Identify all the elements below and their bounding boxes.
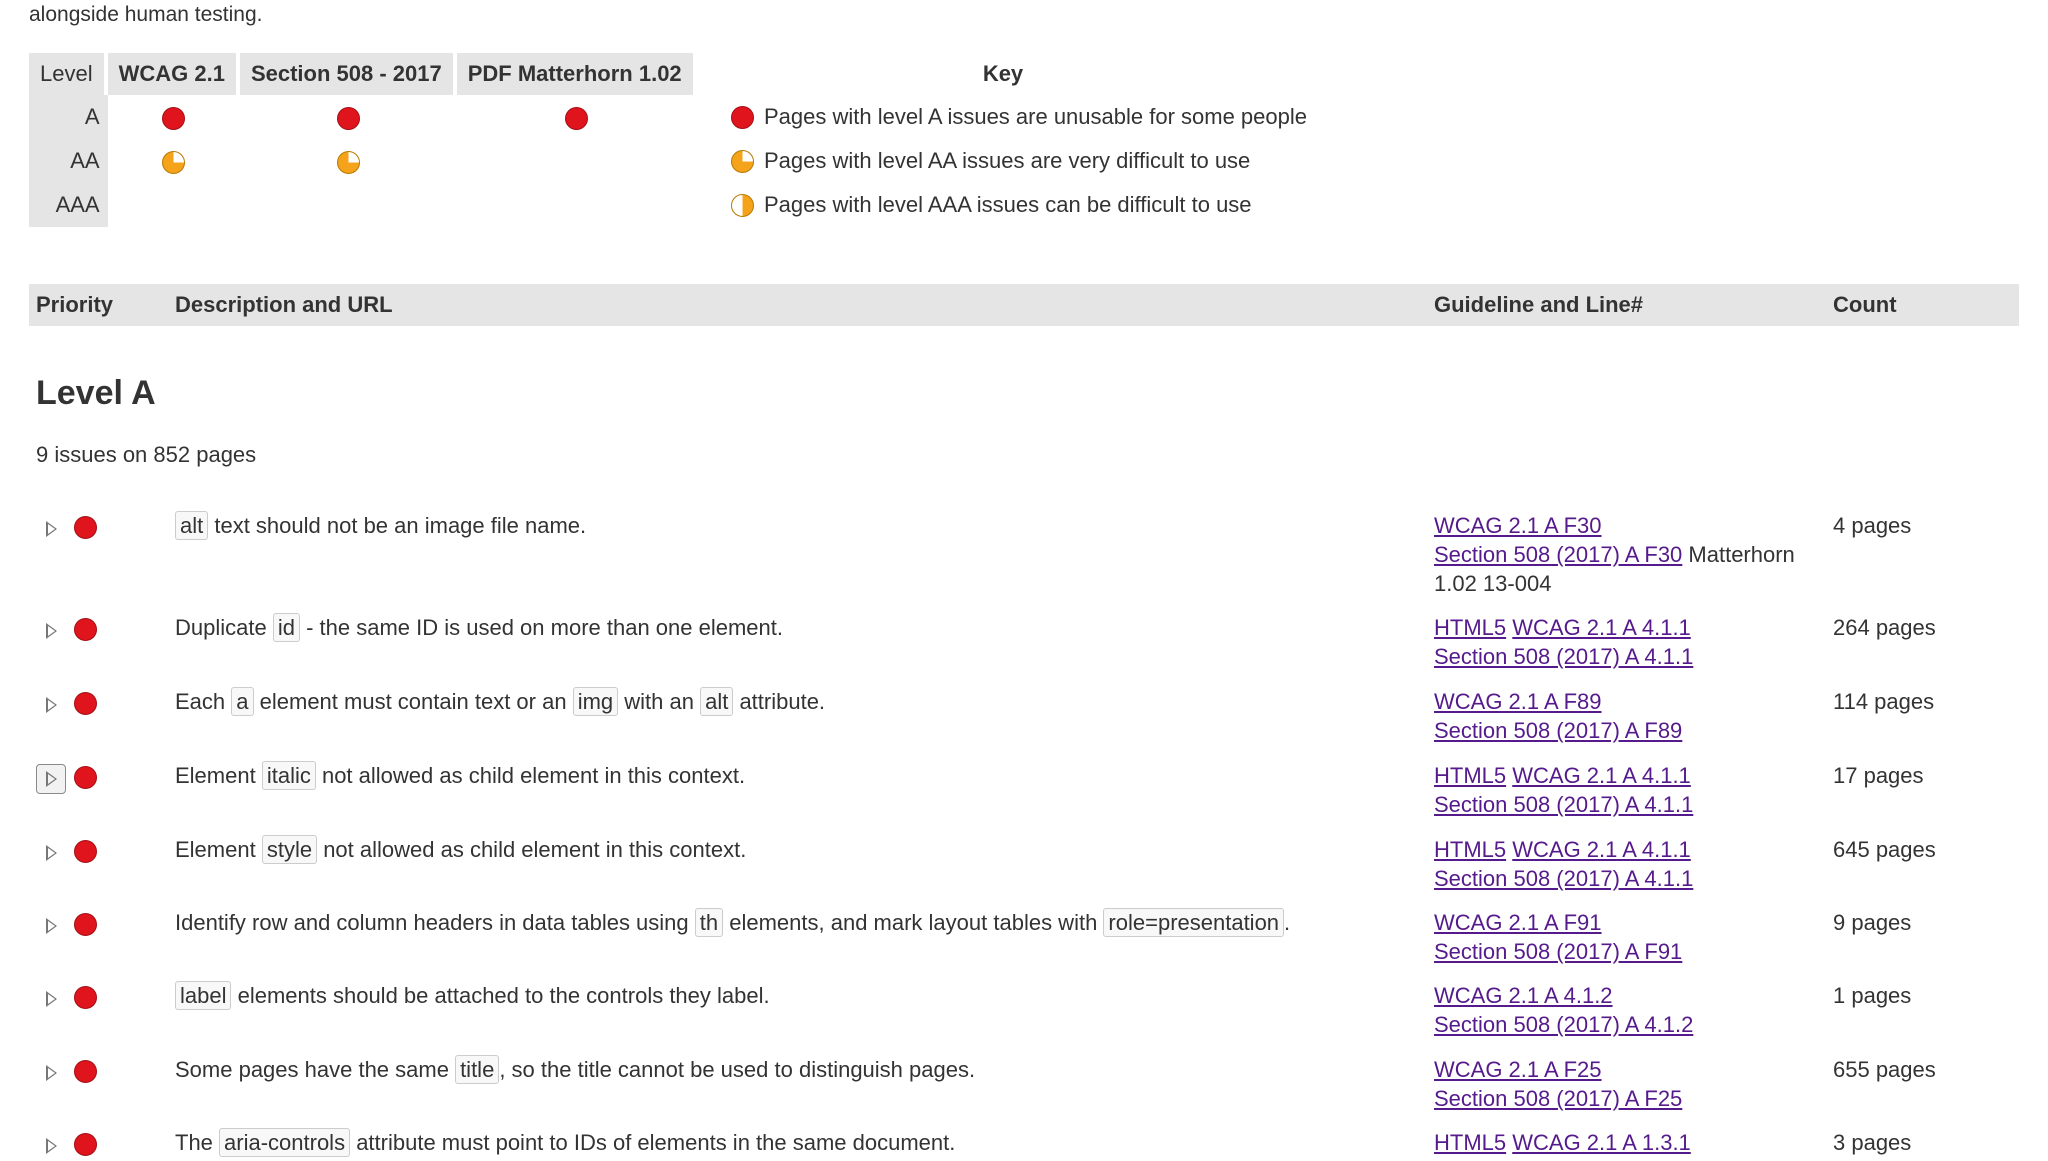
guideline-link[interactable]: WCAG 2.1 A F89 [1434, 689, 1602, 714]
level-label: AAA [29, 183, 108, 227]
red-dot-icon [74, 692, 97, 715]
red-dot-icon [74, 618, 97, 641]
issue-count: 17 pages [1833, 763, 1924, 788]
issue-guidelines [1434, 613, 1814, 671]
expand-triangle-icon[interactable] [36, 690, 66, 720]
expand-triangle-icon[interactable] [36, 514, 66, 544]
red-dot-icon [74, 1133, 97, 1156]
guideline-link[interactable]: WCAG 2.1 A F30 [1434, 513, 1602, 538]
issues-summary: 9 issues on 852 pages [36, 442, 257, 467]
guideline-link[interactable]: WCAG 2.1 A 4.1.2 [1434, 983, 1613, 1008]
guideline-link[interactable]: HTML5 [1434, 1130, 1507, 1155]
wcag-column-header: WCAG 2.1 [108, 53, 240, 95]
expand-triangle-icon[interactable] [36, 911, 66, 941]
orange-three-quarter-icon [731, 150, 754, 173]
guideline-column-header: Guideline and Line# [1434, 292, 1644, 317]
orange-three-quarter-icon [337, 151, 360, 174]
guideline-link[interactable]: Section 508 (2017) A 4.1.1 [1434, 866, 1694, 891]
issue-description: Identify row and column headers in data tables using th elements, and mark layout tables with role=presentation . [175, 910, 1291, 935]
guideline-link[interactable]: WCAG 2.1 A F25 [1434, 1057, 1602, 1082]
issue-count: 1 pages [1833, 983, 1912, 1008]
red-dot-icon [731, 106, 754, 129]
orange-three-quarter-icon [162, 151, 185, 174]
priority-column-header: Priority [36, 292, 114, 317]
level-column-header: Level [29, 53, 108, 95]
issue-guidelines [1434, 761, 1814, 819]
guideline-link[interactable]: HTML5 [1434, 837, 1507, 862]
level-section-title: Level A [36, 374, 156, 412]
key-item-level-aaa [731, 183, 1307, 227]
issue-guidelines [1434, 835, 1814, 893]
guideline-link[interactable]: HTML5 [1434, 763, 1507, 788]
issue-guidelines [1434, 981, 1814, 1039]
red-dot-icon [162, 107, 185, 130]
code-snippet: th [695, 908, 723, 937]
key-item-text: Pages with level A issues are unusable for some people [764, 104, 1307, 129]
key-item-text: Pages with level AA issues are very difficult to use [764, 148, 1251, 173]
expand-triangle-icon[interactable] [36, 838, 66, 868]
code-snippet: italic [262, 761, 316, 790]
red-dot-icon [74, 840, 97, 863]
key-title: Key [982, 61, 1024, 86]
issue-guidelines [1434, 1128, 1814, 1157]
expand-triangle-icon[interactable] [36, 1058, 66, 1088]
issue-description: The aria-controls attribute must point to IDs of elements in the same document. [175, 1130, 956, 1155]
guideline-link[interactable]: Section 508 (2017) A 4.1.1 [1434, 644, 1694, 669]
code-snippet: role=presentation [1103, 908, 1284, 937]
issue-guidelines [1434, 687, 1814, 745]
issue-count: 3 pages [1833, 1130, 1912, 1155]
conformance-level-table [29, 53, 697, 227]
severity-key [731, 53, 1307, 227]
guideline-link[interactable]: WCAG 2.1 A F91 [1434, 910, 1602, 935]
level-row-aa [29, 139, 697, 183]
key-item-level-aa [731, 139, 1307, 183]
guideline-link[interactable]: Section 508 (2017) A F25 [1434, 1086, 1683, 1111]
level-row-a [29, 95, 697, 139]
expand-triangle-icon[interactable] [36, 616, 66, 646]
code-snippet: label [175, 981, 231, 1010]
description-column-header: Description and URL [175, 292, 393, 317]
code-snippet: id [273, 613, 300, 642]
issue-description: Element style not allowed as child element in this context. [175, 837, 747, 862]
guideline-link[interactable]: Section 508 (2017) A F91 [1434, 939, 1683, 964]
issue-description: label elements should be attached to the controls they label. [175, 981, 770, 1010]
guideline-link[interactable]: WCAG 2.1 A 4.1.1 [1512, 837, 1691, 862]
guideline-link[interactable]: Section 508 (2017) A 4.1.1 [1434, 792, 1694, 817]
guideline-link[interactable]: Section 508 (2017) A F30 [1434, 542, 1683, 567]
issue-guidelines [1434, 908, 1814, 966]
issue-description: Element italic not allowed as child element in this context. [175, 763, 746, 788]
issue-count: 4 pages [1833, 513, 1912, 538]
level-label: A [29, 95, 108, 139]
issue-description: Duplicate id - the same ID is used on more than one element. [175, 615, 784, 640]
guideline-link[interactable]: Section 508 (2017) A 4.1.2 [1434, 1012, 1694, 1037]
key-item-level-a [731, 95, 1307, 139]
code-snippet: a [231, 687, 253, 716]
red-dot-icon [74, 913, 97, 936]
issue-description: Each a element must contain text or an img with an alt attribute. [175, 689, 826, 714]
code-snippet: title [455, 1055, 499, 1084]
level-table-header [29, 53, 697, 95]
code-snippet: alt [700, 687, 733, 716]
intro-text: alongside human testing. [29, 3, 263, 26]
level-label: AA [29, 139, 108, 183]
issue-count: 114 pages [1833, 689, 1935, 714]
orange-half-icon [731, 194, 754, 217]
guideline-link[interactable]: HTML5 [1434, 615, 1507, 640]
level-row-aaa [29, 183, 697, 227]
issue-table-header [29, 284, 2019, 326]
code-snippet: img [573, 687, 618, 716]
section508-column-header: Section 508 - 2017 [240, 53, 457, 95]
red-dot-icon [74, 986, 97, 1009]
issue-count: 645 pages [1833, 837, 1936, 862]
guideline-text: Matterhorn 1.02 13-004 [1434, 542, 1795, 596]
red-dot-icon [565, 107, 588, 130]
issue-count: 264 pages [1833, 615, 1936, 640]
guideline-link[interactable]: WCAG 2.1 A 1.3.1 [1512, 1130, 1691, 1155]
expand-triangle-icon[interactable] [36, 984, 66, 1014]
guideline-link[interactable]: WCAG 2.1 A 4.1.1 [1512, 763, 1691, 788]
issue-guidelines [1434, 511, 1814, 598]
red-dot-icon [74, 1060, 97, 1083]
red-dot-icon [74, 766, 97, 789]
expand-triangle-icon[interactable] [36, 1131, 66, 1161]
guideline-link[interactable]: Section 508 (2017) A F89 [1434, 718, 1683, 743]
guideline-link[interactable]: WCAG 2.1 A 4.1.1 [1512, 615, 1691, 640]
code-snippet: style [262, 835, 317, 864]
expand-triangle-icon[interactable] [36, 764, 66, 794]
red-dot-icon [337, 107, 360, 130]
code-snippet: alt [175, 511, 208, 540]
issue-guidelines [1434, 1055, 1814, 1113]
red-dot-icon [74, 516, 97, 539]
issue-description: Some pages have the same title , so the title cannot be used to distinguish pages. [175, 1057, 976, 1082]
issue-count: 9 pages [1833, 910, 1912, 935]
key-item-text: Pages with level AAA issues can be difficult to use [764, 192, 1252, 217]
code-snippet: aria-controls [219, 1128, 350, 1157]
count-column-header: Count [1833, 292, 1897, 317]
pdf-matterhorn-column-header: PDF Matterhorn 1.02 [457, 53, 697, 95]
issue-count: 655 pages [1833, 1057, 1936, 1082]
issue-description: alt text should not be an image file name. [175, 511, 586, 540]
